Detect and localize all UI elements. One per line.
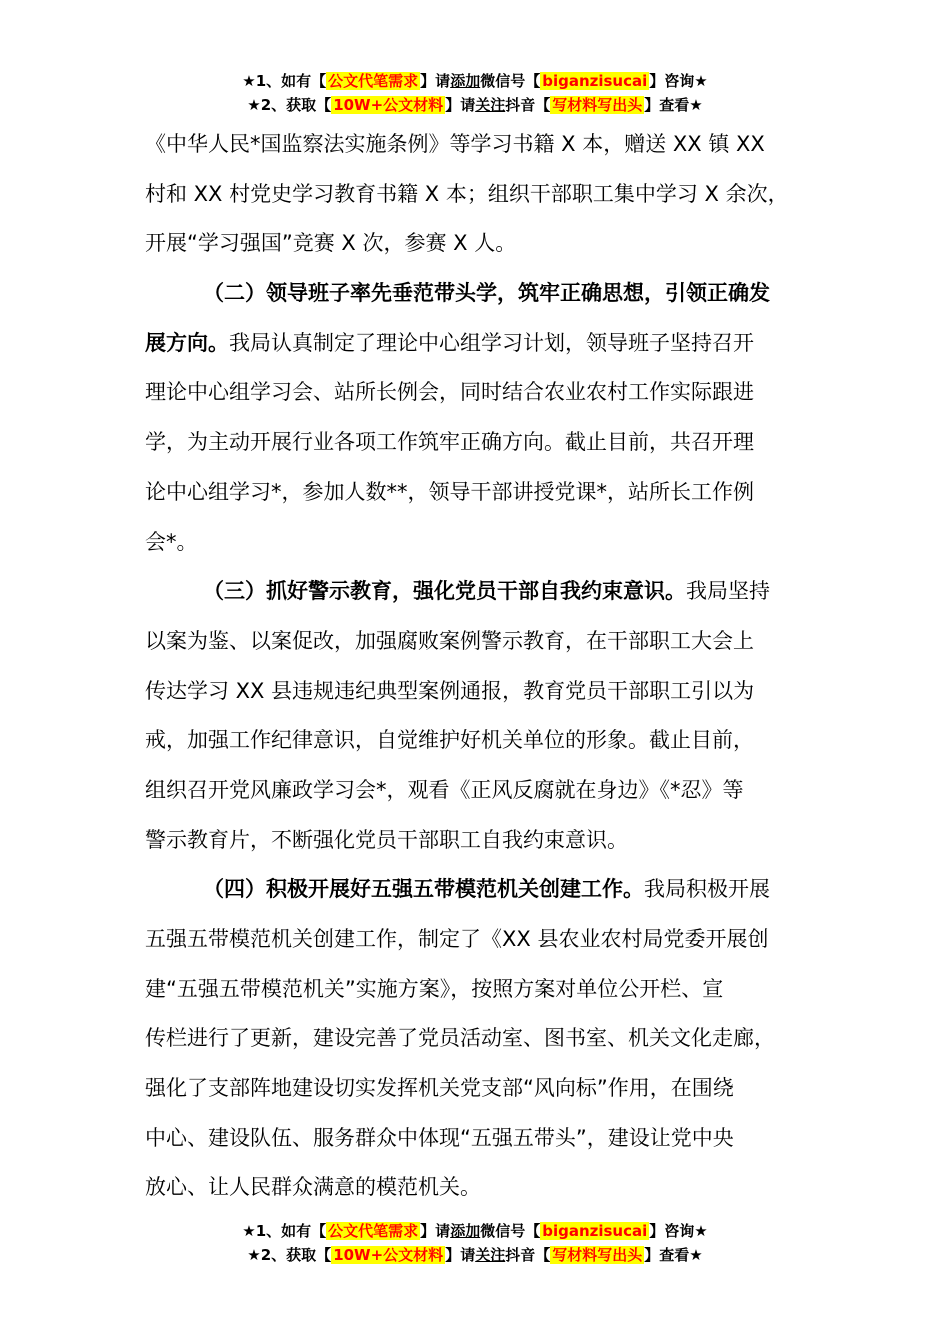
banner-text: ★2、获取【 bbox=[247, 96, 332, 114]
line-text: 我局积极开展 bbox=[644, 877, 770, 902]
banner-highlight: 写材料写出头 bbox=[552, 1246, 643, 1264]
banner-text: 】咨询★ bbox=[649, 72, 708, 90]
text-line bbox=[145, 418, 835, 468]
banner-text: ★1、如有【 bbox=[242, 1222, 327, 1240]
text-line bbox=[145, 816, 835, 866]
top-banner-line-2 bbox=[0, 94, 950, 116]
text-line bbox=[145, 1014, 835, 1064]
line-text: 我局坚持 bbox=[686, 579, 770, 604]
text-line bbox=[145, 1064, 835, 1114]
banner-text: ★1、如有【 bbox=[242, 72, 327, 90]
section-heading-line bbox=[145, 865, 835, 915]
line-text: 组织召开党风廉政学习会*，观看《正风反腐就在身边》《*忍》等 bbox=[145, 777, 744, 802]
banner-text: 】请 bbox=[445, 1246, 476, 1264]
text-line bbox=[145, 219, 835, 269]
line-text: 我局认真制定了理论中心组学习计划，领导班子坚持召开 bbox=[229, 330, 754, 355]
line-text: 传栏进行了更新，建设完善了党员活动室、图书室、机关文化走廊， bbox=[145, 1026, 775, 1051]
text-line bbox=[145, 1114, 835, 1164]
banner-highlight: biganzisucai bbox=[542, 72, 648, 90]
line-text: 警示教育片，不断强化党员干部职工自我约束意识。 bbox=[145, 827, 628, 852]
line-text: 理论中心组学习会、站所长例会，同时结合农业农村工作实际跟进 bbox=[145, 380, 754, 405]
text-line bbox=[145, 368, 835, 418]
text-line bbox=[145, 617, 835, 667]
section-heading: （二）领导班子率先垂范带头学，筑牢正确思想，引领正确发 bbox=[203, 281, 770, 306]
banner-text: 】咨询★ bbox=[649, 1222, 708, 1240]
section-heading-line bbox=[145, 319, 835, 369]
banner-text: 】请 bbox=[445, 96, 476, 114]
banner-text: 】请 bbox=[420, 72, 451, 90]
section-heading-line bbox=[145, 567, 835, 617]
section-heading-line bbox=[145, 269, 835, 319]
text-line bbox=[145, 667, 835, 717]
line-text: 村和 XX 村党史学习教育书籍 X 本；组织干部职工集中学习 X 余次， bbox=[145, 181, 789, 206]
text-line bbox=[145, 120, 835, 170]
banner-underline: 关注 bbox=[475, 96, 506, 114]
banner-text: 抖音【 bbox=[505, 1246, 551, 1264]
banner-highlight: 10W+公文材料 bbox=[333, 96, 444, 114]
section-heading: （四）积极开展好五强五带模范机关创建工作。 bbox=[203, 877, 644, 902]
banner-highlight: biganzisucai bbox=[542, 1222, 648, 1240]
banner-underline: 添加 bbox=[450, 1222, 481, 1240]
text-line bbox=[145, 716, 835, 766]
banner-underline: 关注 bbox=[475, 1246, 506, 1264]
line-text: 以案为鉴、以案促改，加强腐败案例警示教育，在干部职工大会上 bbox=[145, 628, 754, 653]
line-text: 放心、让人民群众满意的模范机关。 bbox=[145, 1175, 481, 1200]
line-text: 论中心组学习*，参加人数**，领导干部讲授党课*，站所长工作例 bbox=[145, 479, 754, 504]
line-text: 中心、建设队伍、服务群众中体现“五强五带头”，建设让党中央 bbox=[145, 1125, 734, 1150]
banner-text: 】查看★ bbox=[644, 96, 703, 114]
text-line bbox=[145, 965, 835, 1015]
line-text: 强化了支部阵地建设切实发挥机关党支部“风向标”作用，在围绕 bbox=[145, 1076, 734, 1101]
banner-text: 抖音【 bbox=[505, 96, 551, 114]
line-text: 五强五带模范机关创建工作，制定了《XX 县农业农村局党委开展创 bbox=[145, 927, 769, 951]
section-heading: （三）抓好警示教育，强化党员干部自我约束意识。 bbox=[203, 579, 686, 604]
top-banner-line-1 bbox=[0, 70, 950, 92]
banner-highlight: 10W+公文材料 bbox=[333, 1246, 444, 1264]
banner-text: 微信号【 bbox=[480, 1222, 541, 1240]
line-text: 会*。 bbox=[145, 529, 198, 554]
banner-text: ★2、获取【 bbox=[247, 1246, 332, 1264]
bottom-banner-line-1 bbox=[0, 1220, 950, 1242]
banner-text: 】请 bbox=[420, 1222, 451, 1240]
banner-highlight: 公文代笔需求 bbox=[328, 1222, 419, 1240]
text-line bbox=[145, 468, 835, 518]
text-line bbox=[145, 766, 835, 816]
line-text: 戒，加强工作纪律意识，自觉维护好机关单位的形象。截止目前， bbox=[145, 728, 754, 753]
document-body bbox=[145, 120, 835, 1213]
section-heading: 展方向。 bbox=[145, 330, 229, 355]
banner-text: 微信号【 bbox=[480, 72, 541, 90]
text-line bbox=[145, 1163, 835, 1213]
banner-text: 】查看★ bbox=[644, 1246, 703, 1264]
line-text: 开展“学习强国”竞赛 X 次，参赛 X 人。 bbox=[145, 231, 517, 256]
banner-highlight: 公文代笔需求 bbox=[328, 72, 419, 90]
text-line bbox=[145, 170, 835, 220]
bottom-banner-line-2 bbox=[0, 1244, 950, 1266]
line-text: 学，为主动开展行业各项工作筑牢正确方向。截止目前，共召开理 bbox=[145, 430, 754, 455]
line-text: 建“五强五带模范机关”实施方案》，按照方案对单位公开栏、宣 bbox=[145, 976, 724, 1001]
text-line bbox=[145, 915, 835, 965]
text-line bbox=[145, 518, 835, 568]
banner-underline: 添加 bbox=[450, 72, 481, 90]
line-text: 传达学习 XX 县违规违纪典型案例通报，教育党员干部职工引以为 bbox=[145, 678, 755, 703]
line-text: 《中华人民*国监察法实施条例》等学习书籍 X 本，赠送 XX 镇 XX bbox=[145, 132, 765, 156]
banner-highlight: 写材料写出头 bbox=[552, 96, 643, 114]
